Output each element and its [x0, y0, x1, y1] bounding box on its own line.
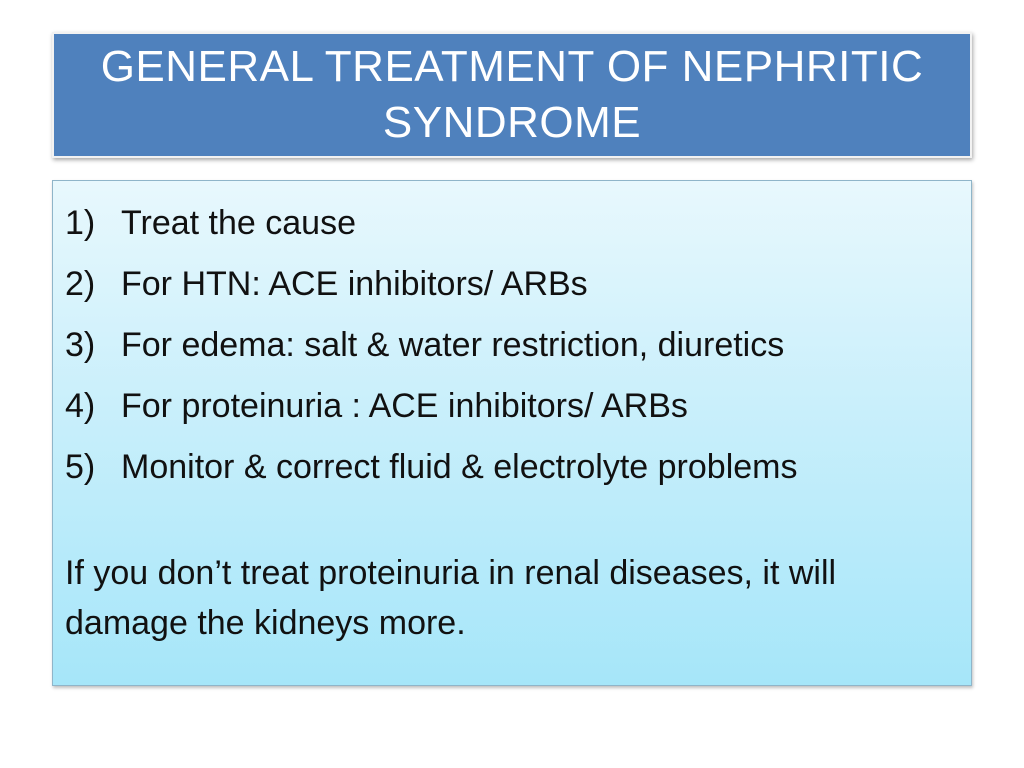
list-item: [65, 254, 959, 315]
list-item-text: Treat the cause: [121, 204, 356, 242]
list-item-number: 5): [65, 448, 96, 486]
list-item-text: Monitor & correct fluid & electrolyte problems: [121, 448, 798, 486]
note-paragraph: If you don’t treat proteinuria in renal diseases, it will damage the kidneys more.: [65, 554, 837, 642]
content-box: [52, 180, 972, 686]
list-item-number: 2): [65, 265, 96, 303]
list-item: [65, 315, 959, 376]
list-item: [65, 193, 959, 254]
list-item-number: 3): [65, 326, 96, 364]
list-item-text: For edema: salt & water restriction, diuretics: [121, 326, 785, 364]
title-box: [52, 32, 972, 158]
slide-title: GENERAL TREATMENT OF NEPHRITIC SYNDROME: [100, 42, 924, 147]
treatment-list: [65, 193, 959, 498]
list-item: [65, 437, 959, 498]
list-item-number: 1): [65, 204, 96, 242]
list-item-text: For proteinuria : ACE inhibitors/ ARBs: [121, 387, 688, 425]
list-item: [65, 376, 959, 437]
list-item-text: For HTN: ACE inhibitors/ ARBs: [121, 265, 588, 303]
list-item-number: 4): [65, 387, 96, 425]
